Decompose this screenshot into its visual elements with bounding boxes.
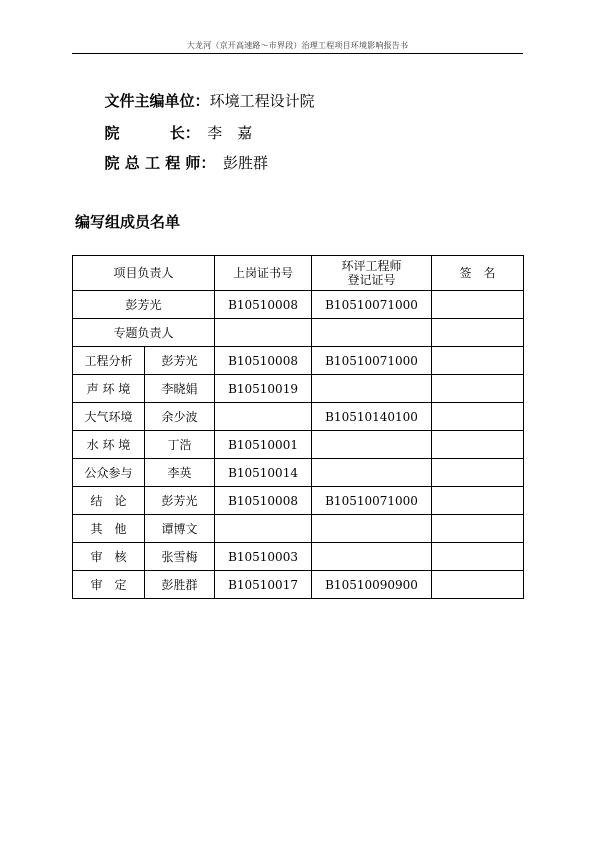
table-row	[73, 543, 524, 571]
table-row	[73, 347, 524, 375]
signature-cell	[432, 403, 524, 431]
topic-lead-post-cert	[215, 319, 312, 347]
name-cell: 余少波	[145, 403, 215, 431]
name-cell: 彭芳光	[145, 347, 215, 375]
eia-reg-cell	[312, 431, 432, 459]
project-lead-signature	[432, 291, 524, 319]
org-value: 环境工程设计院	[209, 92, 315, 110]
name-cell: 丁浩	[145, 431, 215, 459]
eia-reg-cell: B10510140100	[312, 403, 432, 431]
header-post-cert: 上岗证书号	[215, 256, 312, 291]
role-cell: 水 环 境	[73, 431, 145, 459]
chief-engineer-label: 院 总 工 程 师：	[104, 154, 208, 172]
project-lead-row	[73, 291, 524, 319]
header-eia-reg-line1: 环评工程师	[341, 259, 402, 273]
name-cell: 李英	[145, 459, 215, 487]
eia-reg-cell	[312, 375, 432, 403]
post-cert-cell	[215, 515, 312, 543]
eia-reg-cell	[312, 543, 432, 571]
post-cert-cell: B10510019	[215, 375, 312, 403]
table-header-row	[73, 256, 524, 291]
post-cert-cell	[215, 403, 312, 431]
table-row	[73, 403, 524, 431]
signature-cell	[432, 375, 524, 403]
role-cell: 其 他	[73, 515, 145, 543]
header-rule	[72, 53, 523, 54]
header-eia-reg-line2: 登记证号	[347, 273, 396, 287]
dean-value: 李 嘉	[192, 124, 253, 142]
table-row	[73, 459, 524, 487]
signature-cell	[432, 459, 524, 487]
eia-reg-cell: B10510090900	[312, 571, 432, 599]
signature-cell	[432, 543, 524, 571]
role-cell: 审 定	[73, 571, 145, 599]
running-header: 大龙河（京开高速路～市界段）治理工程项目环境影响报告书	[186, 41, 409, 50]
table-row	[73, 375, 524, 403]
topic-lead-eia-reg	[312, 319, 432, 347]
project-lead-name: 彭芳光	[73, 291, 215, 319]
org-label: 文件主编单位：	[104, 92, 210, 110]
name-cell: 彭芳光	[145, 487, 215, 515]
signature-cell	[432, 487, 524, 515]
role-cell: 工程分析	[73, 347, 145, 375]
table-row	[73, 487, 524, 515]
signature-cell	[432, 571, 524, 599]
post-cert-cell: B10510001	[215, 431, 312, 459]
signature-cell	[432, 515, 524, 543]
post-cert-cell: B10510008	[215, 487, 312, 515]
project-lead-post-cert: B10510008	[215, 291, 312, 319]
dean-label: 院 长：	[104, 124, 193, 142]
eia-reg-cell: B10510071000	[312, 487, 432, 515]
topic-lead-signature	[432, 319, 524, 347]
project-lead-eia-reg: B10510071000	[312, 291, 432, 319]
section-title: 编写组成员名单	[75, 213, 181, 231]
eia-reg-cell	[312, 459, 432, 487]
table-row	[73, 431, 524, 459]
name-cell: 李晓娟	[145, 375, 215, 403]
name-cell: 彭胜群	[145, 571, 215, 599]
role-cell: 大气环境	[73, 403, 145, 431]
eia-reg-cell	[312, 515, 432, 543]
signature-cell	[432, 347, 524, 375]
chief-engineer-value: 彭胜群	[207, 154, 268, 172]
header-eia-reg	[312, 256, 432, 291]
post-cert-cell: B10510003	[215, 543, 312, 571]
signature-cell	[432, 431, 524, 459]
post-cert-cell: B10510008	[215, 347, 312, 375]
header-project-lead: 项目负责人	[73, 256, 215, 291]
header-signature: 签 名	[432, 256, 524, 291]
role-cell: 声 环 境	[73, 375, 145, 403]
post-cert-cell: B10510017	[215, 571, 312, 599]
role-cell: 结 论	[73, 487, 145, 515]
name-cell: 张雪梅	[145, 543, 215, 571]
eia-reg-cell: B10510071000	[312, 347, 432, 375]
role-cell: 审 核	[73, 543, 145, 571]
topic-lead-label: 专题负责人	[73, 319, 215, 347]
chief-engineer-line	[95, 134, 268, 173]
name-cell: 谭博文	[145, 515, 215, 543]
table-row	[73, 515, 524, 543]
table-row	[73, 571, 524, 599]
topic-lead-row	[73, 319, 524, 347]
role-cell: 公众参与	[73, 459, 145, 487]
team-roster-table	[72, 255, 524, 599]
post-cert-cell: B10510014	[215, 459, 312, 487]
